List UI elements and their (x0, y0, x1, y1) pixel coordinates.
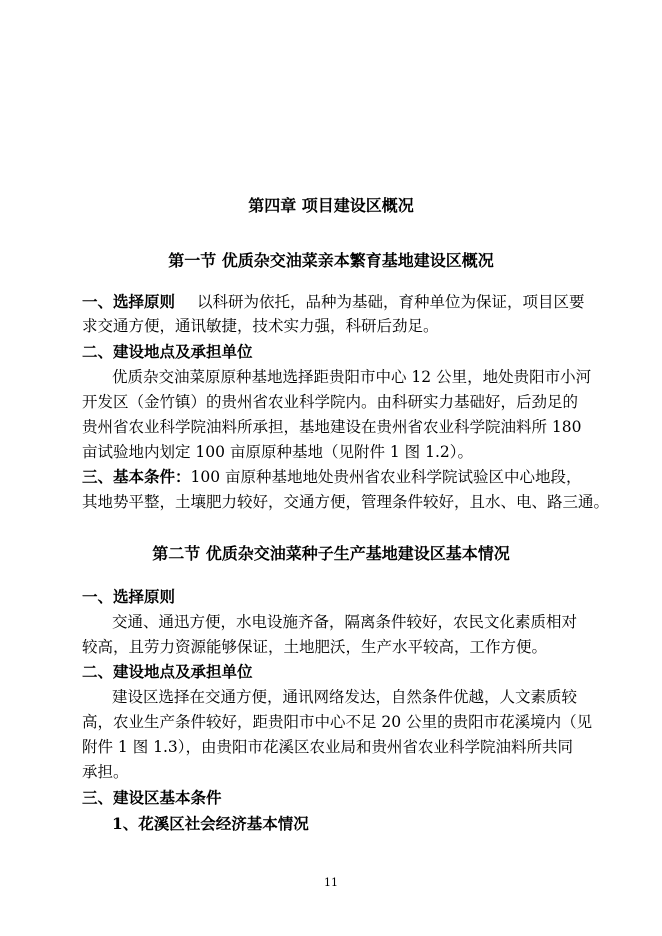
section-1-principle-text-1: 以科研为依托，品种为基础，育种单位为保证，项目区要 (197, 293, 585, 311)
section-1-principle-label: 一、选择原则 (82, 292, 176, 311)
section-1-location-heading: 二、建设地点及承担单位 (82, 342, 253, 361)
section-2-conditions-heading: 三、建设区基本条件 (82, 788, 222, 807)
section-1-location-line-4: 亩试验地内划定 100 亩原原种基地（见附件 1 图 1.2）。 (82, 443, 473, 461)
section-2-location-heading: 二、建设地点及承担单位 (82, 662, 253, 681)
section-1-conditions-line-1 (82, 466, 582, 488)
section-2-principle-line-1: 交通、通迅方便，水电设施齐备，隔离条件较好，农民文化素质相对 (112, 613, 578, 631)
section-1-principle-line-1 (82, 291, 585, 313)
page-number: 11 (324, 876, 338, 889)
section-2-principle-heading: 一、选择原则 (82, 587, 176, 606)
section-2-principle-line-2: 较高，且劳力资源能够保证，土地肥沃，生产水平较高，工作方便。 (82, 638, 548, 656)
chapter-title: 第四章 项目建设区概况 (248, 196, 414, 215)
section-1-conditions-line-2: 其地势平整，土壤肥力较好，交通方便，管理条件较好，且水、电、路三通。 (82, 493, 610, 511)
section-2-location-line-4: 承担。 (82, 763, 129, 781)
section-2-location-line-2: 高，农业生产条件较好，距贵阳市中心不足 20 公里的贵阳市花溪境内（见 (82, 713, 593, 731)
section-1-title: 第一节 优质杂交油菜亲本繁育基地建设区概况 (168, 251, 494, 270)
section-2-location-line-3: 附件 1 图 1.3），由贵阳市花溪区农业局和贵州省农业科学院油料所共同 (82, 738, 574, 756)
section-1-principle-line-2: 求交通方便，通讯敏捷，技术实力强，科研后劲足。 (82, 317, 439, 335)
section-2-title: 第二节 优质杂交油菜种子生产基地建设区基本情况 (152, 544, 510, 563)
section-1-conditions-text-1: 100 亩原种基地地处贵州省农业科学院试验区中心地段， (190, 468, 582, 486)
section-2-sub-heading: 1、花溪区社会经济基本情况 (112, 814, 309, 833)
section-1-location-line-1: 优质杂交油菜原原种基地选择距贵阳市中心 12 公里，地处贵阳市小河 (112, 368, 592, 386)
section-1-location-line-3: 贵州省农业科学院油料所承担，基地建设在贵州省农业科学院油料所 180 (82, 418, 582, 436)
section-2-location-line-1: 建设区选择在交通方便，通讯网络发达，自然条件优越，人文素质较 (112, 688, 578, 706)
section-1-location-line-2: 开发区（金竹镇）的贵州省农业科学院内。由科研实力基础好，后劲足的 (82, 393, 579, 411)
section-1-conditions-label: 三、基本条件： (82, 467, 191, 486)
